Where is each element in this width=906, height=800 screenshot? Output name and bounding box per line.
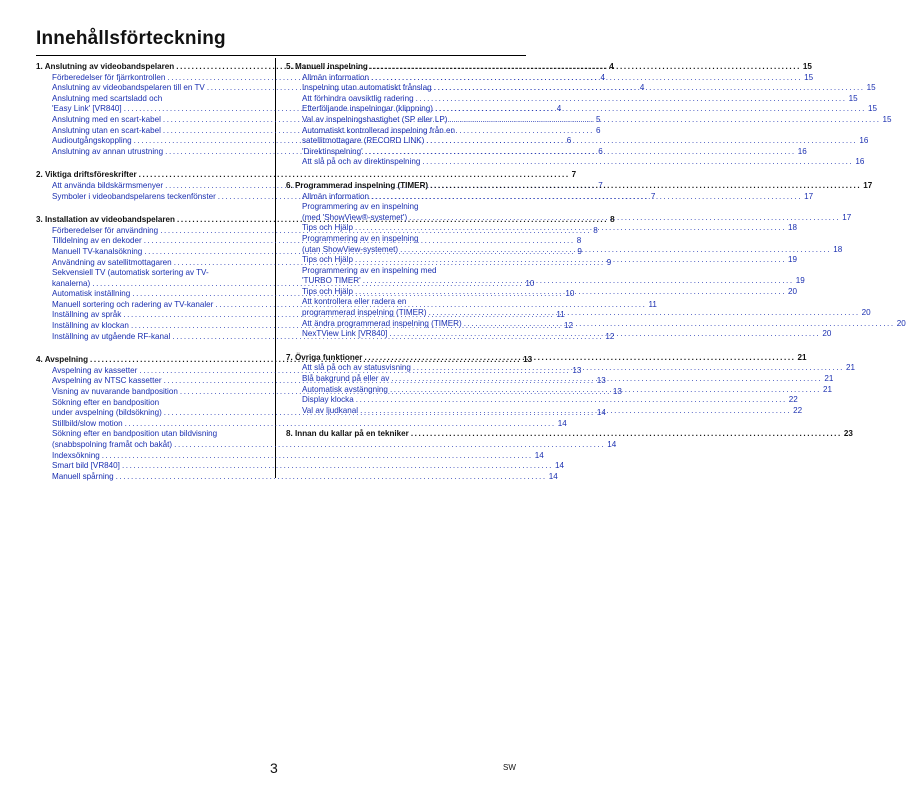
toc-page-number: 8 xyxy=(593,225,598,235)
toc-page-number: 15 xyxy=(882,114,892,124)
toc-entry-text: Smart bild [VR840] xyxy=(52,461,120,471)
toc-entry-text: 'TURBO TIMER' xyxy=(302,276,361,286)
toc-entry-text: Symboler i videobandspelarens teckenfönster xyxy=(52,191,216,201)
toc-page-number: 20 xyxy=(788,286,798,296)
toc-page-number: 14 xyxy=(555,461,565,471)
toc-entry-text: 5. Manuell inspelning xyxy=(286,62,368,71)
toc-entry-text: Indexsökning xyxy=(52,450,100,460)
dot-leader xyxy=(413,363,844,374)
toc-entry-text: Anslutning av videobandspelaren till en TV xyxy=(52,83,205,93)
toc-page-number: 15 xyxy=(804,72,814,82)
toc-page-number: 6 xyxy=(598,146,603,156)
toc-page-number: 16 xyxy=(797,146,807,156)
toc-entry-text: Programmering av en inspelning xyxy=(302,202,419,212)
toc-entry-text: Tips och Hjälp xyxy=(302,286,353,296)
toc-entry-text: (utan ShowView-systemet) xyxy=(302,244,399,254)
toc-entry-text: 'Easy Link' [VR840] xyxy=(52,104,122,114)
toc-page-number: 4 xyxy=(609,62,614,71)
toc-entry-text: 2. Viktiga driftsföreskrifter xyxy=(36,170,137,180)
toc-entry[interactable] xyxy=(36,398,264,409)
toc-page-number: 8 xyxy=(576,236,582,246)
toc-entry[interactable] xyxy=(286,114,892,126)
toc-page-number: 18 xyxy=(788,223,798,233)
toc-entry[interactable] xyxy=(286,72,814,84)
toc-entry-text: kanalerna) xyxy=(52,278,91,288)
dot-leader xyxy=(360,406,791,417)
toc-entry-text: Efterföljande inspelningar (klippning) xyxy=(302,104,433,114)
dot-leader xyxy=(371,73,802,84)
dot-leader xyxy=(449,115,880,126)
toc-entry-text: Blå bakgrund på eller av xyxy=(302,374,390,384)
toc-entry-text: (med 'ShowView®-systemet') xyxy=(302,212,408,222)
toc-entry-text: Anslutning med scartsladd och xyxy=(52,93,163,103)
toc-entry[interactable] xyxy=(36,418,567,430)
toc-entry[interactable] xyxy=(286,244,843,256)
toc-entry-text: Audioutgångskoppling xyxy=(52,136,132,146)
toc-entry[interactable] xyxy=(36,440,617,451)
page-title: Innehållsförteckning xyxy=(36,28,226,49)
toc-entry-text: 'Direktinspelning' xyxy=(302,146,363,156)
toc-page-number: 7 xyxy=(650,191,656,201)
toc-entry-text: Att förhindra oavsiktlig radering xyxy=(302,93,414,103)
toc-page-number: 12 xyxy=(564,321,574,331)
toc-page-number: 19 xyxy=(795,276,805,286)
toc-entry-text: Att kontrollera eller radera en xyxy=(302,297,407,307)
toc-entry-text: Inställning av klockan xyxy=(52,321,129,331)
toc-page-number: 7 xyxy=(571,170,577,180)
toc-entry[interactable] xyxy=(36,429,264,440)
toc-page-number: 16 xyxy=(855,157,865,167)
toc-entry[interactable] xyxy=(36,461,565,472)
toc-entry[interactable] xyxy=(36,450,544,462)
toc-entry-text: Anslutning av annan utrustning xyxy=(52,146,164,156)
toc-entry[interactable] xyxy=(286,297,512,308)
toc-entry-text: Förberedelser för användning xyxy=(52,225,159,235)
toc-entry-text: 7. Övriga funktioner xyxy=(286,352,363,362)
dot-leader xyxy=(370,62,801,73)
toc-page-number: 18 xyxy=(833,244,843,254)
toc-page-number: 10 xyxy=(565,289,575,299)
toc-entry[interactable] xyxy=(286,104,878,115)
toc-entry-text: Tilldelning av en dekoder xyxy=(52,236,142,246)
dot-leader xyxy=(371,192,802,203)
toc-page-number: 11 xyxy=(556,310,565,320)
toc-page-number: 10 xyxy=(525,278,535,288)
toc-page-number: 17 xyxy=(863,180,873,190)
toc-entry-text: Tips och Hjälp xyxy=(302,223,353,233)
toc-entry-text: Att slå på och av direktinspelning xyxy=(302,157,421,167)
dot-leader xyxy=(391,374,822,385)
dot-leader xyxy=(434,83,865,94)
toc-entry-text: 3. Installation av videobandspelaren xyxy=(36,215,175,225)
toc-entry-text: Avspelning av kassetter xyxy=(52,365,138,375)
toc-entry-text: 6. Programmerad inspelning (TIMER) xyxy=(286,180,429,190)
toc-page-number: 11 xyxy=(648,299,657,309)
dot-leader xyxy=(416,94,847,105)
dot-leader xyxy=(430,181,861,192)
toc-page-number: 21 xyxy=(797,352,807,362)
toc-page-number: 8 xyxy=(610,215,615,225)
toc-page-number: 14 xyxy=(607,440,617,449)
dot-leader xyxy=(365,147,796,158)
toc-page-number: 15 xyxy=(866,83,876,93)
toc-page-number: 17 xyxy=(842,212,852,222)
toc-page-number: 14 xyxy=(557,418,567,428)
dot-leader xyxy=(409,213,840,224)
toc-page-number: 5 xyxy=(595,114,601,124)
toc-entry-text: NexTView Link [VR840] xyxy=(302,329,388,339)
toc-page-number: 7 xyxy=(598,180,603,190)
toc-page-number: 9 xyxy=(577,246,582,256)
toc-entry-text: satellitmottagare (RECORD LINK) xyxy=(302,136,425,146)
toc-page-number: 22 xyxy=(788,395,798,405)
dot-leader xyxy=(464,319,895,330)
toc-entry-text: 4. Avspelning xyxy=(36,355,89,365)
toc-page-number: 13 xyxy=(523,355,533,365)
toc-page-number: 9 xyxy=(606,257,612,267)
language-code: SW xyxy=(503,763,516,772)
toc-entry-text: Allmän information xyxy=(302,72,370,82)
toc-entry[interactable] xyxy=(286,395,798,406)
toc-section xyxy=(286,62,892,168)
toc-page-number: 13 xyxy=(612,387,622,397)
toc-entry[interactable] xyxy=(286,126,512,137)
toc-entry-text: Att ändra programmerad inspelning (TIMER) xyxy=(302,318,462,328)
toc-page-number: 21 xyxy=(824,374,834,384)
toc-page-number: 13 xyxy=(596,376,606,386)
toc-section xyxy=(286,429,853,440)
toc-page-number: 13 xyxy=(572,365,582,375)
dot-leader xyxy=(363,276,794,287)
toc-entry[interactable] xyxy=(36,94,264,105)
toc-page-number: 14 xyxy=(548,471,558,481)
toc-entry[interactable] xyxy=(36,268,264,279)
toc-entry-text: Inspelning utan automatiskt frånslag xyxy=(302,83,432,93)
toc-page-number: 22 xyxy=(793,405,803,415)
toc-entry[interactable] xyxy=(286,157,865,168)
dot-leader xyxy=(355,287,786,298)
toc-entry[interactable] xyxy=(286,202,512,213)
dot-leader xyxy=(356,395,787,406)
toc-entry[interactable] xyxy=(286,255,798,266)
toc-entry-text: Tips och Hjälp xyxy=(302,255,353,265)
dot-leader xyxy=(400,245,831,256)
toc-entry-text: Val av ljudkanal xyxy=(302,405,359,415)
toc-entry-text: Inställning av språk xyxy=(52,310,122,320)
toc-entry-text: Automatisk inställning xyxy=(52,289,131,299)
toc-entry-text: Manuell TV-kanalsökning xyxy=(52,246,143,256)
toc-page-number: 15 xyxy=(868,104,878,114)
toc-entry-text: Sekvensiell TV (automatisk sortering av TV- xyxy=(52,268,209,278)
toc-page-number: 4 xyxy=(639,83,645,93)
toc-entry[interactable] xyxy=(286,266,512,277)
toc-page-number: 4 xyxy=(556,104,562,114)
dot-leader xyxy=(426,136,857,147)
title-rule xyxy=(36,55,526,56)
dot-leader xyxy=(355,223,786,234)
toc-entry-text: (snabbspolning framåt och bakåt) xyxy=(52,440,173,449)
toc-page-number: 23 xyxy=(843,429,853,439)
toc-entry-text: Automatisk avstängning xyxy=(302,384,388,394)
toc-entry-text: 8. Innan du kallar på en tekniker xyxy=(286,429,409,439)
toc-page-number: 14 xyxy=(596,408,606,418)
page-number: 3 xyxy=(270,760,278,776)
toc-entry-text: Manuell sortering och radering av TV-kanaler xyxy=(52,299,214,309)
toc-entry-text: Anslutning utan en scart-kabel xyxy=(52,125,161,135)
toc-entry[interactable] xyxy=(286,93,858,105)
toc-section-heading xyxy=(286,180,873,192)
toc-entry-text: Display klocka xyxy=(302,395,354,405)
toc-entry-text: programmerad inspelning (TIMER) xyxy=(302,308,427,318)
toc-section-heading xyxy=(286,62,812,73)
toc-page-number: 16 xyxy=(859,136,869,146)
toc-entry-text: Anslutning med en scart-kabel xyxy=(52,114,161,124)
toc-entry[interactable] xyxy=(286,191,814,203)
dot-leader xyxy=(122,461,553,472)
toc-page-number: 21 xyxy=(823,384,833,394)
toc-page-number: 12 xyxy=(605,331,615,341)
toc-page-number: 20 xyxy=(822,329,832,339)
toc-page-number: 14 xyxy=(534,450,544,460)
dot-leader xyxy=(435,104,866,115)
toc-section-heading xyxy=(36,170,577,181)
toc-entry-text: Att använda bildskärmsmenyer xyxy=(52,180,164,190)
toc-entry[interactable] xyxy=(286,83,876,94)
dot-leader xyxy=(389,329,820,340)
dot-leader xyxy=(390,385,821,396)
toc-entry-text: under avspelning (bildsökning) xyxy=(52,408,162,418)
dot-leader xyxy=(429,308,860,319)
toc-entry[interactable] xyxy=(286,234,512,245)
dot-leader xyxy=(364,353,795,364)
toc-entry-text: Inställning av utgående RF-kanal xyxy=(52,331,171,341)
toc-page-number: 6 xyxy=(566,136,572,146)
toc-entry-text: Visning av nuvarande bandposition xyxy=(52,387,178,397)
toc-page-number: 15 xyxy=(802,62,812,71)
toc-entry-text: Sökning efter en bandposition utan bildvisning xyxy=(52,429,218,439)
toc-entry-text: 1. Anslutning av videobandspelaren xyxy=(36,62,175,71)
toc-page-number: 6 xyxy=(595,125,601,135)
toc-page-number: 21 xyxy=(845,363,855,373)
toc-entry-text: Manuell spårning xyxy=(52,471,114,481)
toc-entry-text: Att slå på och av statusvisning xyxy=(302,363,411,373)
toc-page-number: 19 xyxy=(788,255,798,265)
toc-page-number: 20 xyxy=(861,308,871,318)
toc-entry-text: Användning av satellitmottagaren xyxy=(52,257,172,267)
toc-entry[interactable] xyxy=(286,136,869,147)
toc-entry[interactable] xyxy=(286,212,852,224)
toc-section-heading xyxy=(286,429,853,440)
dot-leader xyxy=(422,157,853,168)
toc-entry-text: Programmering av en inspelning med xyxy=(302,265,437,275)
toc-entry-text: Avspelning av NTSC kassetter xyxy=(52,376,162,386)
toc-entry-text: Förberedelser för fjärrkontrollen xyxy=(52,72,166,82)
toc-entry-text: Automatiskt kontrollerad inspelning från en xyxy=(302,125,455,135)
toc-page-number: 17 xyxy=(804,191,814,201)
dot-leader xyxy=(116,472,547,483)
toc-page-number: 4 xyxy=(600,72,605,82)
toc-entry-text: Val av inspelningshastighet (SP eller LP) xyxy=(302,114,448,124)
toc-entry-text: Sökning efter en bandposition xyxy=(52,397,160,407)
toc-entry-text: Programmering av en inspelning xyxy=(302,233,419,243)
toc-entry-text: Allmän information xyxy=(302,191,370,201)
toc-page-number: 15 xyxy=(848,93,858,103)
toc-entry[interactable] xyxy=(286,146,807,158)
dot-leader xyxy=(355,255,786,266)
toc-entry[interactable] xyxy=(286,223,798,234)
dot-leader xyxy=(411,429,842,440)
toc-entry[interactable] xyxy=(36,471,558,483)
toc-entry-text: Stillbild/slow motion xyxy=(52,418,123,428)
toc-page-number: 20 xyxy=(896,318,906,328)
